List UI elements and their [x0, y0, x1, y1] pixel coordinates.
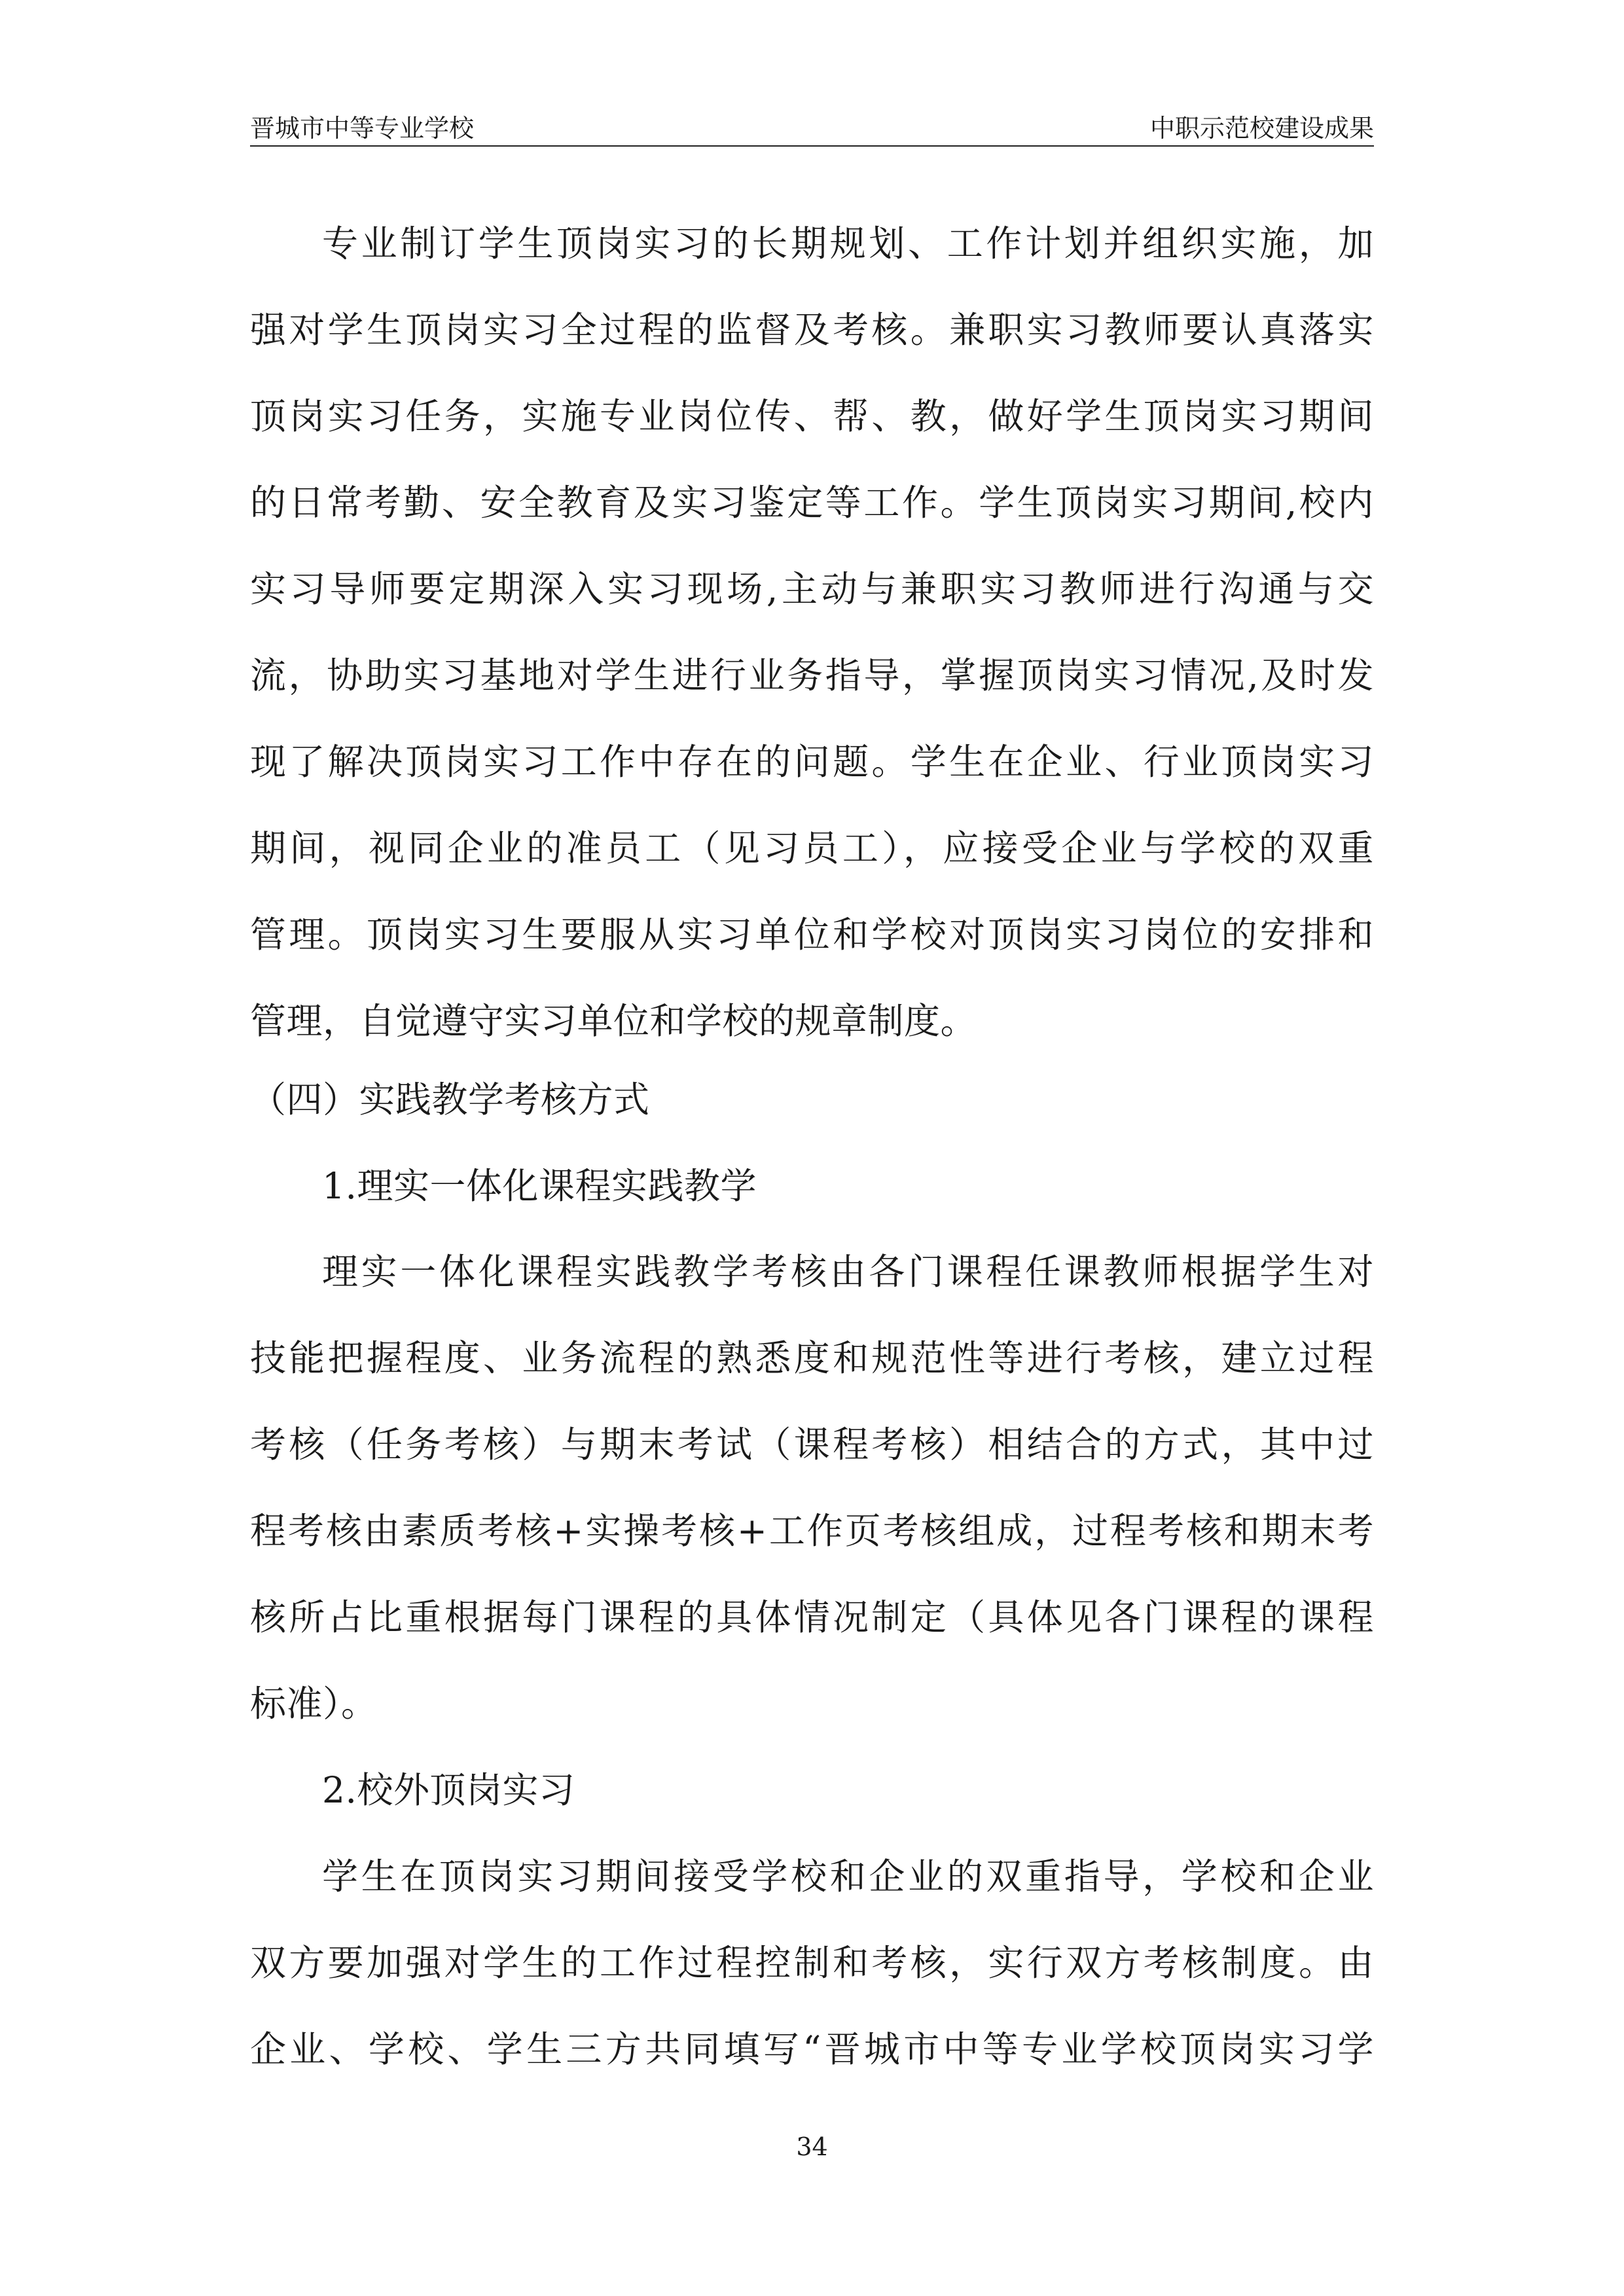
paragraph-line: 现了解决顶岗实习工作中存在的问题。学生在企业、行业顶岗实习	[250, 741, 1374, 783]
paragraph-line: 流，协助实习基地对学生进行业务指导，掌握顶岗实习情况,及时发	[250, 655, 1374, 696]
section-heading: （四）实践教学考核方式	[250, 1079, 650, 1121]
paragraph-line: 双方要加强对学生的工作过程控制和考核，实行双方考核制度。由	[250, 1942, 1374, 1984]
paragraph-line: 管理，自觉遵守实习单位和学校的规章制度。	[250, 1000, 977, 1042]
paragraph-line: 程考核由素质考核+实操考核+工作页考核组成，过程考核和期末考	[250, 1510, 1374, 1552]
page-number: 34	[796, 2132, 828, 2161]
paragraph-line: 标准）。	[250, 1683, 378, 1725]
paragraph-line: 核所占比重根据每门课程的具体情况制定（具体见各门课程的课程	[250, 1596, 1374, 1638]
paragraph-line: 强对学生顶岗实习全过程的监督及考核。兼职实习教师要认真落实	[250, 309, 1374, 351]
header-school-name: 晋城市中等专业学校	[250, 114, 475, 143]
paragraph-line: 专业制订学生顶岗实习的长期规划、工作计划并组织实施，加	[322, 223, 1374, 264]
paragraph-line: 考核（任务考核）与期末考试（课程考核）相结合的方式，其中过	[250, 1424, 1374, 1465]
subsection-heading: 2.校外顶岗实习	[322, 1769, 575, 1811]
paragraph-line: 企业、学校、学生三方共同填写“晋城市中等专业学校顶岗实习学	[250, 2028, 1374, 2070]
header-document-title: 中职示范校建设成果	[1149, 114, 1374, 143]
paragraph-line: 理实一体化课程实践教学考核由各门课程任课教师根据学生对	[322, 1251, 1374, 1293]
paragraph-line: 实习导师要定期深入实习现场,主动与兼职实习教师进行沟通与交	[250, 568, 1374, 610]
paragraph-line: 技能把握程度、业务流程的熟悉度和规范性等进行考核，建立过程	[250, 1337, 1374, 1379]
paragraph-line: 的日常考勤、安全教育及实习鉴定等工作。学生顶岗实习期间,校内	[250, 482, 1374, 524]
paragraph-line: 顶岗实习任务，实施专业岗位传、帮、教，做好学生顶岗实习期间	[250, 395, 1374, 437]
paragraph-line: 管理。顶岗实习生要服从实习单位和学校对顶岗实习岗位的安排和	[250, 914, 1374, 956]
subsection-heading: 1.理实一体化课程实践教学	[322, 1165, 757, 1207]
paragraph-line: 学生在顶岗实习期间接受学校和企业的双重指导，学校和企业	[322, 1856, 1374, 1897]
paragraph-line: 期间，视同企业的准员工（见习员工），应接受企业与学校的双重	[250, 827, 1374, 869]
page-header	[250, 113, 1374, 147]
